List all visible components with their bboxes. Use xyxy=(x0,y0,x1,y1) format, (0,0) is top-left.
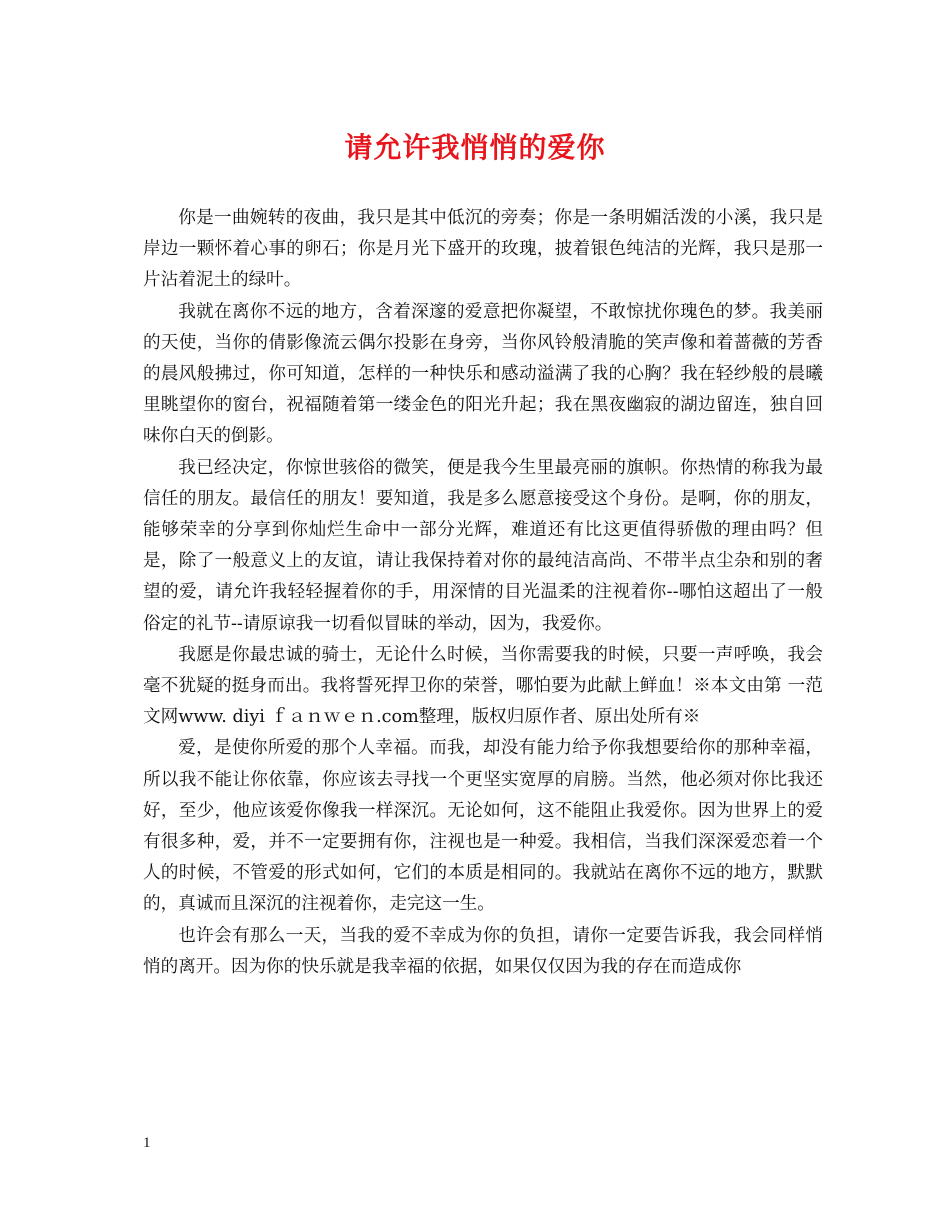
document-title: 请允许我悄悄的爱你 xyxy=(344,131,606,164)
paragraph: 我已经决定，你惊世骇俗的微笑，便是我今生里最亮丽的旗帜。你热情的称我为最信任的朋友。最信任的朋友！要知道，我是多么愿意接受这个身份。是啊，你的朋友，能够荣幸的分享到你灿烂生命中一部分光辉，难道还有比这更值得骄傲的理由吗？但是，除了一般意义上的友谊，请让我保持着对你的最纯洁高尚、不带半点尘杂和别的奢望的爱，请允许我轻轻握着你的手，用深情的目光温柔的注视着你--哪怕这超出了一般俗定的礼节--请原谅我一切看似冒昧的举动，因为，我爱你。 xyxy=(143,457,823,634)
page-number: 1 xyxy=(143,1135,151,1151)
paragraph: 我就在离你不远的地方，含着深邃的爱意把你凝望，不敢惊扰你瑰色的梦。我美丽的天使，当你的倩影像流云偶尔投影在身旁，当你风铃般清脆的笑声像和着蔷薇的芳香的晨风般拂过，你可知道，怎样的一种快乐和感动溢满了我的心胸？我在轻纱般的晨曦里眺望你的窗台，祝福随着第一缕金色的阳光升起；我在黑夜幽寂的湖边留连，独自回味你白天的倒影。 xyxy=(143,301,823,447)
document-body xyxy=(143,203,823,983)
paragraph: 我愿是你最忠诚的骑士，无论什么时候，当你需要我的时候，只要一声呼唤，我会毫不犹疑的挺身而出。我将誓死捍卫你的荣誉，哪怕要为此献上鲜血！※本文由第 一范文网www. diyi ｆａｎｗｅｎ.com整理，版权归原作者、原出处所有※ xyxy=(143,644,823,728)
paragraph: 你是一曲婉转的夜曲，我只是其中低沉的旁奏；你是一条明媚活泼的小溪，我只是岸边一颗怀着心事的卵石；你是月光下盛开的玫瑰，披着银色纯洁的光辉，我只是那一片沾着泥土的绿叶。 xyxy=(143,208,823,291)
paragraph: 也许会有那么一天，当我的爱不幸成为你的负担，请你一定要告诉我，我会同样悄悄的离开。因为你的快乐就是我幸福的依据，如果仅仅因为我的存在而造成你 xyxy=(143,925,823,977)
paragraph: 爱，是使你所爱的那个人幸福。而我，却没有能力给予你我想要给你的那种幸福，所以我不能让你依靠，你应该去寻找一个更坚实宽厚的肩膀。当然，他必须对你比我还好，至少，他应该爱你像我一样深沉。无论如何，这不能阻止我爱你。因为世界上的爱有很多种，爱，并不一定要拥有你，注视也是一种爱。我相信，当我们深深爱恋着一个人的时候，不管爱的形式如何，它们的本质是相同的。我就站在离你不远的地方，默默的，真诚而且深沉的注视着你，走完这一生。 xyxy=(143,738,823,915)
